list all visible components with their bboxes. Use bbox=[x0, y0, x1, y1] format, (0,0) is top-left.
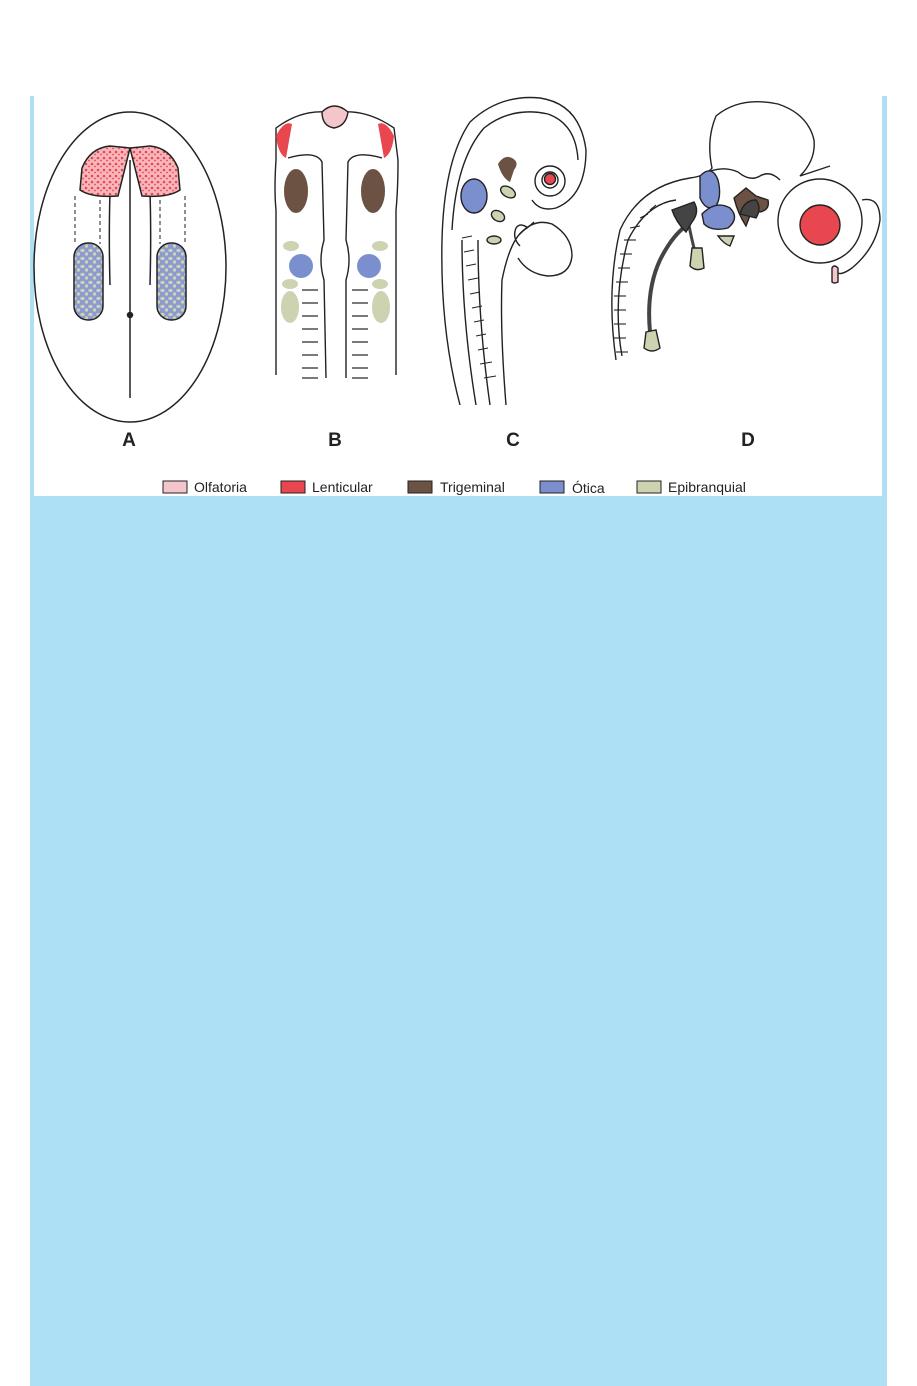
epibranchial-b-left-2 bbox=[282, 279, 298, 289]
lenticular-b-right bbox=[378, 123, 394, 158]
head-outline-d bbox=[612, 102, 830, 360]
primitive-node-a bbox=[128, 313, 133, 318]
panel-label-c: C bbox=[506, 430, 520, 451]
legend-swatch-otica bbox=[540, 481, 564, 493]
legend bbox=[163, 479, 746, 496]
lenticular-b-left bbox=[276, 123, 292, 158]
epibranchial-b-right-1 bbox=[372, 241, 388, 251]
legend-label-otica: Ótica bbox=[572, 480, 605, 496]
legend-swatch-lenticular bbox=[281, 481, 305, 493]
legend-swatch-olfatoria bbox=[163, 481, 187, 493]
olfactory-b bbox=[322, 106, 348, 128]
anterior-lenticular-right bbox=[130, 146, 180, 196]
epibranchial-b-left-3 bbox=[281, 291, 299, 323]
diagram-c bbox=[442, 98, 586, 406]
legend-label-olfatoria: Olfatoria bbox=[194, 479, 247, 495]
legend-swatch-trigeminal bbox=[408, 481, 432, 493]
trigeminal-b-right bbox=[361, 169, 385, 213]
epibranchial-c-1 bbox=[499, 184, 518, 201]
pharyngeal-arches-c bbox=[518, 222, 572, 276]
otic-d-2 bbox=[702, 205, 735, 229]
panel-label-b: B bbox=[328, 430, 342, 451]
embryo-outline-c bbox=[442, 98, 586, 406]
legend-label-trigeminal: Trigeminal bbox=[440, 479, 505, 495]
trigeminal-b-left bbox=[284, 169, 308, 213]
otic-b-right bbox=[357, 254, 381, 278]
epibranchial-b-left-1 bbox=[283, 241, 299, 251]
epibranchial-d-3 bbox=[644, 330, 660, 351]
diagram-d bbox=[612, 102, 880, 360]
diagram-b bbox=[275, 106, 398, 378]
legend-swatch-epibranquial bbox=[637, 481, 661, 493]
nerve-tract-d bbox=[649, 226, 686, 332]
olfactory-d bbox=[832, 266, 838, 283]
trigeminal-c bbox=[498, 157, 517, 182]
anterior-lenticular-left bbox=[80, 146, 130, 196]
otic-d bbox=[700, 171, 720, 208]
lenticular-c bbox=[545, 174, 556, 185]
epibranchial-b-right-2 bbox=[372, 279, 388, 289]
somites-b-left bbox=[302, 290, 318, 378]
epibranchial-d-1 bbox=[690, 248, 704, 270]
somites-c bbox=[462, 236, 496, 378]
epibranchial-b-right-3 bbox=[372, 291, 390, 323]
panel-label-d: D bbox=[741, 430, 755, 451]
dark-ganglion-d-1 bbox=[672, 202, 697, 232]
legend-label-lenticular: Lenticular bbox=[312, 479, 373, 495]
posterior-otic-epibranchial-left bbox=[74, 243, 103, 320]
neural-line-c-2 bbox=[478, 240, 490, 405]
epibranchial-d-2 bbox=[718, 236, 734, 246]
legend-label-epibranquial: Epibranquial bbox=[668, 479, 746, 495]
otic-b-left bbox=[289, 254, 313, 278]
lenticular-d bbox=[800, 205, 840, 245]
epibranchial-c-2 bbox=[489, 208, 506, 224]
posterior-otic-epibranchial-right bbox=[157, 243, 186, 320]
otic-c bbox=[461, 179, 487, 213]
somites-b-right bbox=[352, 290, 368, 378]
panel-label-a: A bbox=[122, 430, 136, 451]
epibranchial-c-3 bbox=[487, 236, 501, 244]
diagram-a bbox=[34, 112, 226, 422]
